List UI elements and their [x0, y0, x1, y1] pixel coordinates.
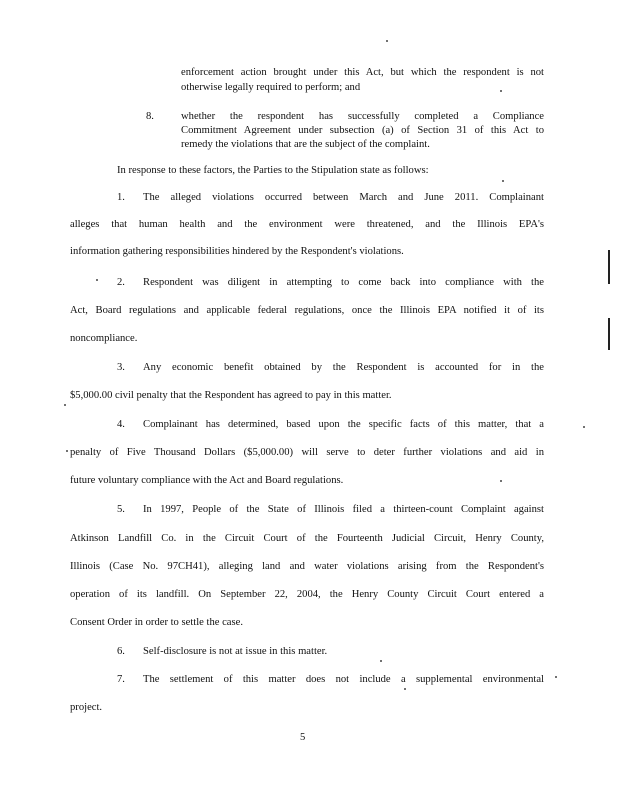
- scan-speck: [386, 40, 388, 42]
- scan-speck: [64, 404, 66, 406]
- scan-speck: [500, 480, 502, 482]
- text-line: Illinois (Case No. 97CH41), alleging land and water violations arising from the Respondent's: [70, 561, 544, 572]
- margin-revision-bar: [608, 318, 610, 350]
- paragraph-number: 1.: [117, 192, 125, 203]
- paragraph-number: 6.: [117, 646, 125, 657]
- text-line: Complainant has determined, based upon the specific facts of this matter, that a: [143, 419, 544, 430]
- text-line: information gathering responsibilities hindered by the Respondent's violations.: [70, 246, 404, 257]
- text-line: The settlement of this matter does not include a supplemental environmental: [143, 674, 544, 685]
- text-line: noncompliance.: [70, 333, 138, 344]
- text-line: otherwise legally required to perform; and: [181, 82, 361, 93]
- text-line: $5,000.00 civil penalty that the Respondent has agreed to pay in this matter.: [70, 390, 392, 401]
- scan-speck: [500, 90, 502, 92]
- page-number: 5: [300, 732, 306, 743]
- text-line: remedy the violations that are the subject of the complaint.: [181, 139, 430, 150]
- margin-revision-bar: [608, 250, 610, 284]
- text-line: In 1997, People of the State of Illinois filed a thirteen-count Complaint against: [143, 504, 544, 515]
- text-line: Consent Order in order to settle the case.: [70, 617, 243, 628]
- scan-speck: [583, 426, 585, 428]
- paragraph-number: 2.: [117, 277, 125, 288]
- text-line: The alleged violations occurred between March and June 2011. Complainant: [143, 192, 544, 203]
- text-line: Self-disclosure is not at issue in this matter.: [143, 646, 328, 657]
- scan-speck: [66, 450, 68, 452]
- list-item-number: 8.: [146, 111, 154, 122]
- text-line: Act, Board regulations and applicable federal regulations, once the Illinois EPA notified it of its: [70, 305, 544, 316]
- text-line: future voluntary compliance with the Act and Board regulations.: [70, 475, 344, 486]
- text-line: operation of its landfill. On September 22, 2004, the Henry County Circuit Court entered a: [70, 589, 544, 600]
- text-line: whether the respondent has successfully completed a Compliance: [181, 111, 544, 122]
- paragraph-number: 4.: [117, 419, 125, 430]
- scan-speck: [502, 180, 504, 182]
- text-line: Respondent was diligent in attempting to come back into compliance with the: [143, 277, 544, 288]
- intro-sentence: In response to these factors, the Parties to the Stipulation state as follows:: [117, 165, 429, 176]
- scan-speck: [380, 660, 382, 662]
- text-line: Commitment Agreement under subsection (a) of Section 31 of this Act to: [181, 125, 544, 136]
- paragraph-number: 7.: [117, 674, 125, 685]
- text-line: alleges that human health and the environment were threatened, and the Illinois EPA's: [70, 219, 544, 230]
- text-line: Any economic benefit obtained by the Respondent is accounted for in the: [143, 362, 544, 373]
- scan-speck: [96, 279, 98, 281]
- scan-speck: [404, 688, 406, 690]
- text-line: enforcement action brought under this Act, but which the respondent is not: [181, 67, 544, 78]
- paragraph-number: 3.: [117, 362, 125, 373]
- text-line: Atkinson Landfill Co. in the Circuit Court of the Fourteenth Judicial Circuit, Henry County,: [70, 533, 544, 544]
- scan-speck: [555, 676, 557, 678]
- text-line: project.: [70, 702, 103, 713]
- paragraph-number: 5.: [117, 504, 125, 515]
- text-line: penalty of Five Thousand Dollars ($5,000.00) will serve to deter further violations and aid in: [70, 447, 544, 458]
